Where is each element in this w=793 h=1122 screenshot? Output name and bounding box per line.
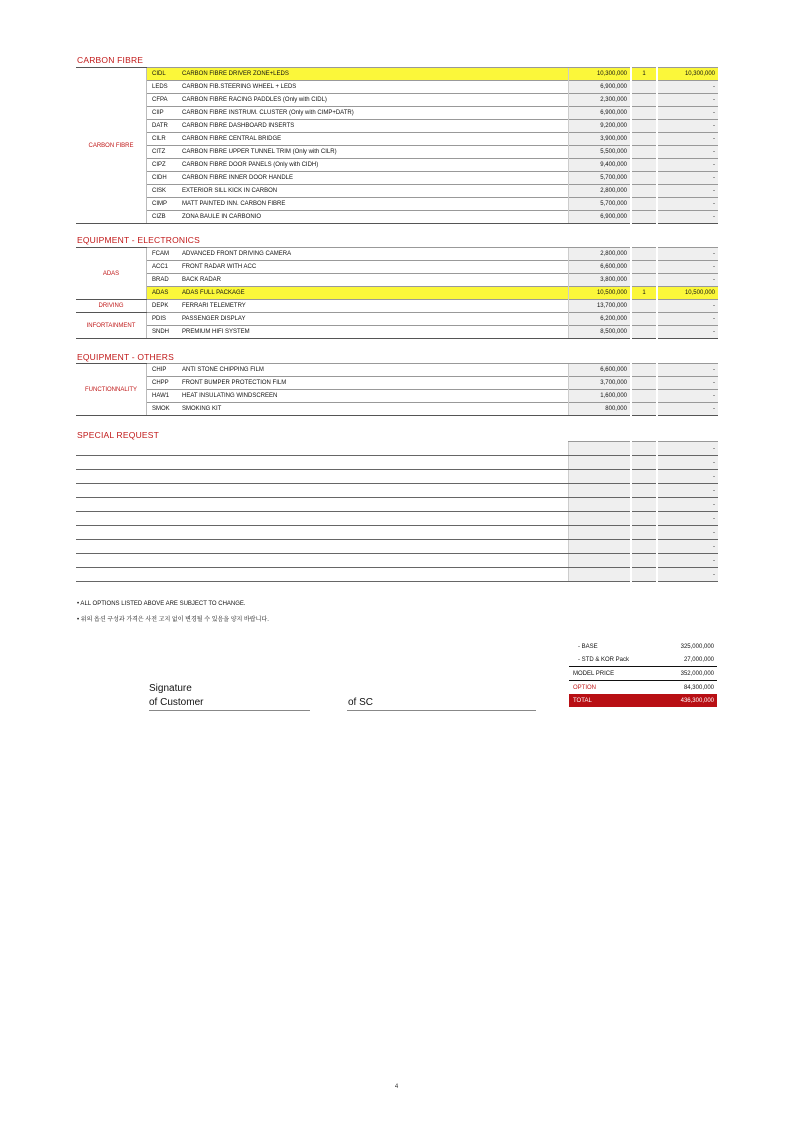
option-row[interactable] bbox=[76, 326, 718, 339]
option-description: CARBON FIBRE DOOR PANELS (Only with CIDH) bbox=[182, 159, 569, 172]
option-label: OPTION bbox=[569, 681, 660, 695]
special-request-total: - bbox=[657, 540, 718, 554]
option-quantity bbox=[631, 326, 657, 339]
option-description: SMOKING KIT bbox=[182, 403, 569, 416]
note-korean: • 위의 옵션 구성과 가격은 사전 고지 없이 변경될 수 있음을 양지 바랍니다. bbox=[77, 617, 269, 623]
special-request-qty bbox=[631, 554, 657, 568]
std-value: 27,000,000 bbox=[683, 656, 714, 663]
special-request-desc bbox=[76, 512, 569, 526]
page-number: 4 bbox=[394, 1084, 399, 1090]
section-title-carbon-fibre: CARBON FIBRE bbox=[77, 55, 144, 65]
option-total: - bbox=[657, 326, 718, 339]
special-request-price bbox=[569, 470, 632, 484]
option-code: ADAS bbox=[147, 287, 183, 300]
option-description: PREMIUM HIFI SYSTEM bbox=[182, 326, 569, 339]
option-quantity bbox=[631, 390, 657, 403]
special-request-desc bbox=[76, 554, 569, 568]
special-request-qty bbox=[631, 568, 657, 582]
option-description: HEAT INSULATING WINDSCREEN bbox=[182, 390, 569, 403]
option-description: PASSENGER DISPLAY bbox=[182, 313, 569, 326]
special-request-qty bbox=[631, 540, 657, 554]
special-request-price bbox=[569, 442, 632, 456]
note-subject-to-change: • ALL OPTIONS LISTED ABOVE ARE SUBJECT TO CHANGE. bbox=[77, 601, 246, 607]
model-price-value: 352,000,000 bbox=[660, 667, 717, 681]
option-code: SNDH bbox=[147, 326, 183, 339]
option-quantity bbox=[631, 146, 657, 159]
option-price: 6,200,000 bbox=[569, 313, 632, 326]
electronics-table bbox=[76, 247, 718, 339]
special-request-qty bbox=[631, 484, 657, 498]
section-title-others: EQUIPMENT - OTHERS bbox=[77, 352, 174, 362]
option-code: FCAM bbox=[147, 248, 183, 261]
option-row[interactable] bbox=[76, 377, 718, 390]
special-request-qty bbox=[631, 526, 657, 540]
option-quantity bbox=[631, 172, 657, 185]
special-request-price bbox=[569, 498, 632, 512]
option-price: 8,500,000 bbox=[569, 326, 632, 339]
option-total: 10,500,000 bbox=[657, 287, 718, 300]
option-row[interactable] bbox=[76, 185, 718, 198]
special-request-price bbox=[569, 512, 632, 526]
option-description: CARBON FIBRE CENTRAL BRIDGE bbox=[182, 133, 569, 146]
special-request-qty bbox=[631, 498, 657, 512]
option-price: 9,400,000 bbox=[569, 159, 632, 172]
option-total: - bbox=[657, 185, 718, 198]
option-row[interactable] bbox=[76, 248, 718, 261]
option-price: 5,700,000 bbox=[569, 198, 632, 211]
option-price: 3,900,000 bbox=[569, 133, 632, 146]
option-row[interactable] bbox=[76, 390, 718, 403]
option-total: - bbox=[657, 364, 718, 377]
special-request-desc bbox=[76, 526, 569, 540]
group-label: DRIVING bbox=[76, 300, 147, 313]
special-request-total: - bbox=[657, 554, 718, 568]
option-row[interactable] bbox=[76, 172, 718, 185]
special-request-desc bbox=[76, 456, 569, 470]
carbon-fibre-table bbox=[76, 67, 718, 224]
option-description: MATT PAINTED INN. CARBON FIBRE bbox=[182, 198, 569, 211]
special-request-row[interactable] bbox=[76, 554, 718, 568]
option-description: CARBON FIBRE DRIVER ZONE+LEDS bbox=[182, 68, 569, 81]
option-price: 1,600,000 bbox=[569, 390, 632, 403]
option-quantity bbox=[631, 377, 657, 390]
option-quantity bbox=[631, 94, 657, 107]
option-quantity bbox=[631, 198, 657, 211]
option-price: 10,500,000 bbox=[569, 287, 632, 300]
option-value: 84,300,000 bbox=[660, 681, 717, 695]
group-label: ADAS bbox=[76, 248, 147, 300]
summary-total-row bbox=[569, 694, 717, 707]
option-row[interactable] bbox=[76, 198, 718, 211]
option-code: CIMP bbox=[147, 198, 183, 211]
option-row[interactable] bbox=[76, 274, 718, 287]
option-quantity bbox=[631, 133, 657, 146]
option-quantity: 1 bbox=[631, 287, 657, 300]
option-description: BACK RADAR bbox=[182, 274, 569, 287]
option-row[interactable] bbox=[76, 364, 718, 377]
sc-signature-line[interactable] bbox=[347, 710, 536, 711]
special-request-row[interactable] bbox=[76, 442, 718, 456]
option-price: 2,300,000 bbox=[569, 94, 632, 107]
option-description: FERRARI TELEMETRY bbox=[182, 300, 569, 313]
special-request-total: - bbox=[657, 526, 718, 540]
option-code: LEDS bbox=[147, 81, 183, 94]
base-label: - BASE bbox=[578, 643, 598, 650]
sc-signature-label: of SC bbox=[348, 697, 374, 708]
option-total: - bbox=[657, 300, 718, 313]
total-value: 436,300,000 bbox=[660, 694, 717, 707]
option-total: - bbox=[657, 377, 718, 390]
special-request-total: - bbox=[657, 484, 718, 498]
option-description: EXTERIOR SILL KICK IN CARBON bbox=[182, 185, 569, 198]
option-row[interactable] bbox=[76, 146, 718, 159]
option-total: - bbox=[657, 120, 718, 133]
option-quantity bbox=[631, 274, 657, 287]
section-title-electronics: EQUIPMENT - ELECTRONICS bbox=[77, 235, 200, 245]
option-code: CHIP bbox=[147, 364, 183, 377]
special-request-price bbox=[569, 540, 632, 554]
special-request-price bbox=[569, 554, 632, 568]
special-request-desc bbox=[76, 470, 569, 484]
option-description: CARBON FIBRE INNER DOOR HANDLE bbox=[182, 172, 569, 185]
option-total: - bbox=[657, 211, 718, 224]
option-price: 6,900,000 bbox=[569, 211, 632, 224]
special-request-desc bbox=[76, 484, 569, 498]
option-description: CARBON FIBRE INSTRUM. CLUSTER (Only with CIMP+DATR) bbox=[182, 107, 569, 120]
special-request-price bbox=[569, 568, 632, 582]
option-code: CIZB bbox=[147, 211, 183, 224]
option-code: CILR bbox=[147, 133, 183, 146]
special-request-desc bbox=[76, 568, 569, 582]
option-row[interactable] bbox=[76, 94, 718, 107]
summary-model-row bbox=[569, 667, 717, 681]
option-quantity bbox=[631, 185, 657, 198]
option-total: - bbox=[657, 261, 718, 274]
option-total: 10,300,000 bbox=[657, 68, 718, 81]
special-request-price bbox=[569, 456, 632, 470]
option-price: 3,700,000 bbox=[569, 377, 632, 390]
option-code: CIDL bbox=[147, 68, 183, 81]
option-price: 9,200,000 bbox=[569, 120, 632, 133]
signature-line1: Signature bbox=[149, 683, 192, 694]
special-request-row[interactable] bbox=[76, 456, 718, 470]
option-price: 2,800,000 bbox=[569, 248, 632, 261]
option-total: - bbox=[657, 146, 718, 159]
option-row[interactable] bbox=[76, 300, 718, 313]
option-price: 6,900,000 bbox=[569, 107, 632, 120]
model-price-label: MODEL PRICE bbox=[569, 667, 660, 681]
option-code: SMOK bbox=[147, 403, 183, 416]
summary-base-row bbox=[569, 640, 717, 653]
special-request-row[interactable] bbox=[76, 512, 718, 526]
option-total: - bbox=[657, 159, 718, 172]
option-total: - bbox=[657, 94, 718, 107]
option-code: DATR bbox=[147, 120, 183, 133]
special-request-qty bbox=[631, 512, 657, 526]
option-code: CISK bbox=[147, 185, 183, 198]
group-label: INFORTAINMENT bbox=[76, 313, 147, 339]
option-quantity: 1 bbox=[631, 68, 657, 81]
option-description: CARBON FIBRE DASHBOARD INSERTS bbox=[182, 120, 569, 133]
special-request-desc bbox=[76, 540, 569, 554]
option-row[interactable] bbox=[76, 287, 718, 300]
price-summary bbox=[569, 640, 717, 707]
option-price: 6,900,000 bbox=[569, 81, 632, 94]
option-total: - bbox=[657, 198, 718, 211]
special-request-total: - bbox=[657, 442, 718, 456]
option-quantity bbox=[631, 261, 657, 274]
option-total: - bbox=[657, 274, 718, 287]
option-description: CARBON FIB.STEERING WHEEL + LEDS bbox=[182, 81, 569, 94]
option-code: DEPK bbox=[147, 300, 183, 313]
option-code: PDIS bbox=[147, 313, 183, 326]
option-row[interactable] bbox=[76, 403, 718, 416]
option-price: 5,700,000 bbox=[569, 172, 632, 185]
special-request-total: - bbox=[657, 512, 718, 526]
option-row[interactable] bbox=[76, 68, 718, 81]
special-request-total: - bbox=[657, 456, 718, 470]
section-title-special-request: SPECIAL REQUEST bbox=[77, 430, 160, 440]
option-total: - bbox=[657, 390, 718, 403]
option-description: FRONT RADAR WITH ACC bbox=[182, 261, 569, 274]
total-label: TOTAL bbox=[569, 694, 660, 707]
option-quantity bbox=[631, 313, 657, 326]
signature-line2: of Customer bbox=[149, 697, 204, 708]
special-request-desc bbox=[76, 442, 569, 456]
option-quantity bbox=[631, 211, 657, 224]
option-quantity bbox=[631, 159, 657, 172]
special-request-qty bbox=[631, 470, 657, 484]
option-total: - bbox=[657, 313, 718, 326]
option-quantity bbox=[631, 81, 657, 94]
option-total: - bbox=[657, 107, 718, 120]
special-request-qty bbox=[631, 442, 657, 456]
option-price: 5,500,000 bbox=[569, 146, 632, 159]
option-quantity bbox=[631, 364, 657, 377]
option-code: HAW1 bbox=[147, 390, 183, 403]
option-code: CFPA bbox=[147, 94, 183, 107]
std-label: - STD & KOR Pack bbox=[578, 656, 630, 663]
special-request-row[interactable] bbox=[76, 568, 718, 582]
special-request-row[interactable] bbox=[76, 498, 718, 512]
option-code: CIDH bbox=[147, 172, 183, 185]
base-value: 325,000,000 bbox=[680, 643, 714, 650]
special-request-total: - bbox=[657, 498, 718, 512]
option-row[interactable] bbox=[76, 211, 718, 224]
others-table bbox=[76, 363, 718, 416]
option-price: 10,300,000 bbox=[569, 68, 632, 81]
special-request-price bbox=[569, 526, 632, 540]
option-code: CIPZ bbox=[147, 159, 183, 172]
option-row[interactable] bbox=[76, 120, 718, 133]
special-request-price bbox=[569, 484, 632, 498]
option-description: CARBON FIBRE RACING PADDLES (Only with CIDL) bbox=[182, 94, 569, 107]
option-price: 6,600,000 bbox=[569, 364, 632, 377]
option-total: - bbox=[657, 81, 718, 94]
option-description: ADAS FULL PACKAGE bbox=[182, 287, 569, 300]
special-request-total: - bbox=[657, 470, 718, 484]
option-row[interactable] bbox=[76, 133, 718, 146]
option-row[interactable] bbox=[76, 107, 718, 120]
option-price: 13,700,000 bbox=[569, 300, 632, 313]
group-label: FUNCTIONNALITY bbox=[76, 364, 147, 416]
option-total: - bbox=[657, 172, 718, 185]
group-label: CARBON FIBRE bbox=[76, 68, 147, 224]
special-request-desc bbox=[76, 498, 569, 512]
option-code: CITZ bbox=[147, 146, 183, 159]
option-quantity bbox=[631, 403, 657, 416]
option-description: ZONA BAULE IN CARBONIO bbox=[182, 211, 569, 224]
special-request-row[interactable] bbox=[76, 526, 718, 540]
option-description: ANTI STONE CHIPPING FILM bbox=[182, 364, 569, 377]
option-total: - bbox=[657, 248, 718, 261]
option-description: FRONT BUMPER PROTECTION FILM bbox=[182, 377, 569, 390]
option-price: 2,800,000 bbox=[569, 185, 632, 198]
summary-std-row bbox=[569, 653, 717, 667]
option-description: ADVANCED FRONT DRIVING CAMERA bbox=[182, 248, 569, 261]
option-quantity bbox=[631, 300, 657, 313]
customer-signature-line[interactable] bbox=[149, 710, 310, 711]
option-row[interactable] bbox=[76, 261, 718, 274]
option-code: CIIP bbox=[147, 107, 183, 120]
option-total: - bbox=[657, 403, 718, 416]
option-code: BRAD bbox=[147, 274, 183, 287]
option-price: 800,000 bbox=[569, 403, 632, 416]
option-quantity bbox=[631, 248, 657, 261]
special-request-qty bbox=[631, 456, 657, 470]
summary-option-row bbox=[569, 681, 717, 695]
special-request-row[interactable] bbox=[76, 484, 718, 498]
option-total: - bbox=[657, 133, 718, 146]
special-request-table bbox=[76, 441, 718, 582]
option-quantity bbox=[631, 107, 657, 120]
option-price: 6,600,000 bbox=[569, 261, 632, 274]
option-code: CHPP bbox=[147, 377, 183, 390]
option-row[interactable] bbox=[76, 159, 718, 172]
option-row[interactable] bbox=[76, 313, 718, 326]
option-description: CARBON FIBRE UPPER TUNNEL TRIM (Only with CILR) bbox=[182, 146, 569, 159]
signature-label bbox=[149, 682, 203, 710]
option-code: ACC1 bbox=[147, 261, 183, 274]
special-request-row[interactable] bbox=[76, 540, 718, 554]
special-request-row[interactable] bbox=[76, 470, 718, 484]
option-price: 3,800,000 bbox=[569, 274, 632, 287]
special-request-total: - bbox=[657, 568, 718, 582]
option-quantity bbox=[631, 120, 657, 133]
option-row[interactable] bbox=[76, 81, 718, 94]
